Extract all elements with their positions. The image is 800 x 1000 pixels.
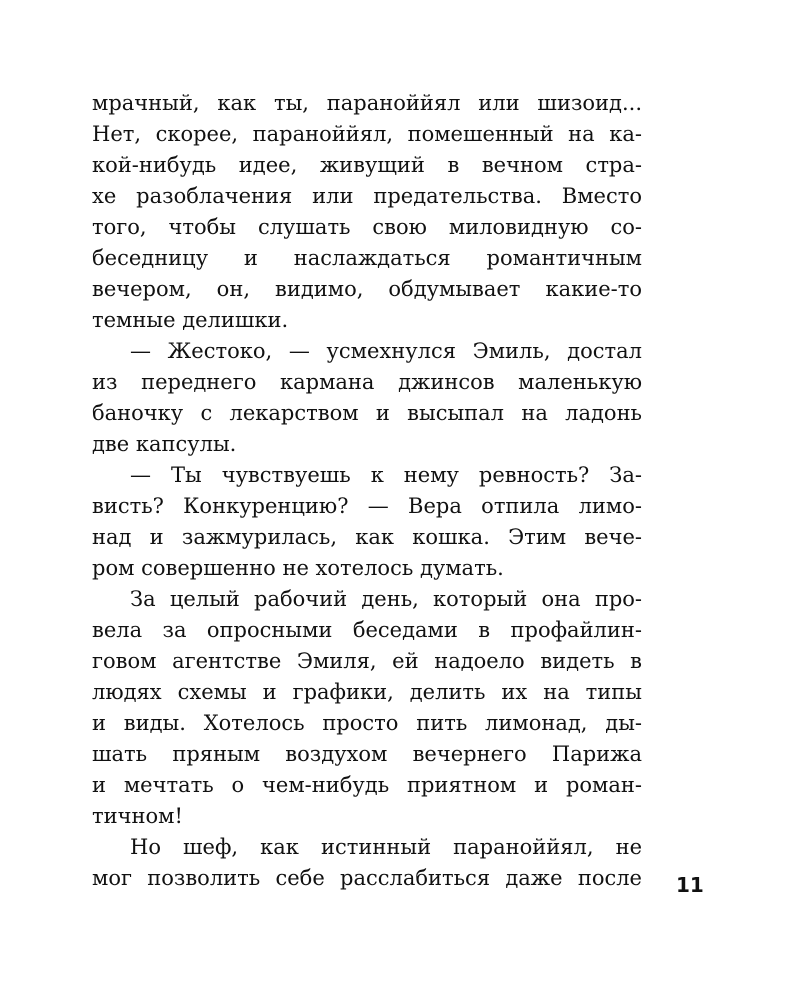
text-line: шать пряным воздухом вечернего Парижа	[92, 742, 642, 766]
text-line: ром совершенно не хотелось думать.	[92, 556, 504, 580]
text-line: и мечтать о чем-нибудь приятном и роман-	[92, 773, 642, 797]
text-line: мрачный, как ты, параноййял или шизоид...	[92, 91, 642, 115]
text-line: кой-нибудь идее, живущий в вечном стра-	[92, 153, 642, 177]
text-line: тичном!	[92, 804, 183, 828]
text-line: людях схемы и графики, делить их на типы	[92, 680, 642, 704]
text-line: баночку с лекарством и высыпал на ладонь	[92, 401, 642, 425]
text-line: Нет, скорее, параноййял, помешенный на ка-	[92, 122, 642, 146]
text-line: того, чтобы слушать свою миловидную со-	[92, 215, 642, 239]
body-text	[92, 88, 642, 894]
text-line: хе разоблачения или предательства. Вместо	[92, 184, 642, 208]
text-line: Но шеф, как истинный параноййял, не	[130, 835, 642, 859]
text-line: говом агентстве Эмиля, ей надоело видеть в	[92, 649, 642, 673]
text-line: темные делишки.	[92, 308, 289, 332]
text-line: За целый рабочий день, который она про-	[130, 587, 642, 611]
text-line: висть? Конкуренцию? — Вера отпила лимо-	[92, 494, 642, 518]
text-line: и виды. Хотелось просто пить лимонад, ды-	[92, 711, 642, 735]
text-line: — Ты чувствуешь к нему ревность? За-	[130, 463, 642, 487]
text-line: — Жестоко, — усмехнулся Эмиль, достал	[130, 339, 642, 363]
page-number: 11	[676, 873, 704, 897]
text-line: вечером, он, видимо, обдумывает какие-то	[92, 277, 642, 301]
text-line: две капсулы.	[92, 432, 237, 456]
text-line: вела за опросными беседами в профайлин-	[92, 618, 642, 642]
text-line: мог позволить себе расслабиться даже после	[92, 866, 642, 890]
text-line: из переднего кармана джинсов маленькую	[92, 370, 642, 394]
text-line: беседницу и наслаждаться романтичным	[92, 246, 642, 270]
text-line: над и зажмурилась, как кошка. Этим вече-	[92, 525, 642, 549]
